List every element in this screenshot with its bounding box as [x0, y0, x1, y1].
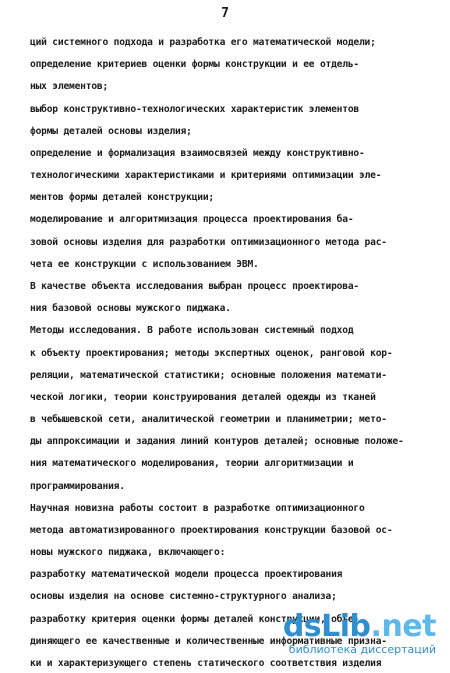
text-line: разработку критерия оценки формы деталей конструкции, объе- [30, 613, 359, 625]
text-line: метода автоматизированного проектирования конструкции базовой ос- [30, 524, 393, 536]
text-line: ки и характеризующего степень статического соответствия изделия [30, 658, 382, 669]
text-line: выбор конструктивно-технологических характеристик элементов [30, 103, 359, 115]
text-line: ния базовой основы мужского пиджака. [30, 303, 231, 315]
text-line: ды аппроксимации и задания линий контуров деталей; основные положе- [30, 436, 404, 448]
watermark-logo-tail: .net [370, 609, 436, 644]
text-line: к объекту проектирования; методы экспертных оценок, ранговой кор- [30, 347, 393, 359]
text-line: диняющего ее качественные и количественные информативные призна- [30, 635, 387, 647]
text-line: зовой основы изделия для разработки оптимизационного метода рас- [30, 236, 387, 248]
text-line: технологическими характеристиками и критериями оптимизации эле- [30, 170, 382, 182]
watermark-logo [283, 611, 436, 643]
watermark [283, 611, 436, 657]
text-line: ных элементов; [30, 81, 109, 93]
text-line: чета ее конструкции с использованием ЭВМ. [30, 258, 259, 270]
text-line: моделирование и алгоритмизация процесса проектирования ба- [30, 214, 354, 226]
text-line: определение критериев оценки формы конструкции и ее отдель- [30, 59, 359, 71]
text-line: ния математического моделирования, теории алгоритмизации и [30, 458, 354, 470]
page-number: 7 [221, 6, 229, 21]
text-line: ций системного подхода и разработка его математической модели; [30, 37, 376, 48]
text-line: формы деталей основы изделия; [30, 125, 192, 137]
text-line: новы мужского пиджака, включающего: [30, 547, 226, 559]
text-line: Методы исследования. В работе использован системный подход [30, 325, 354, 337]
text-line: В качестве объекта исследования выбран процесс проектирова- [30, 280, 359, 292]
text-line: ческой логики, теории конструирования деталей одежды из тканей [30, 391, 376, 403]
text-line: Научная новизна работы состоит в разработке оптимизационного [30, 502, 365, 514]
text-line: разработку математической модели процесса проектирования [30, 569, 343, 581]
text-line: в чебышевской сети, аналитической геометрии и планиметрии; мето- [30, 414, 387, 426]
text-line: определение и формализация взаимосвязей между конструктивно- [30, 147, 365, 159]
text-line: ментов формы деталей конструкции; [30, 192, 215, 204]
watermark-caption: библиотека диссертаций [288, 643, 436, 656]
text-line: программирования. [30, 480, 125, 492]
watermark-logo-main: dsLib [282, 609, 371, 644]
text-line: реляции, математической статистики; основные положения математи- [30, 369, 387, 381]
text-line: основы изделия на основе системно-структурного анализа; [30, 591, 337, 603]
